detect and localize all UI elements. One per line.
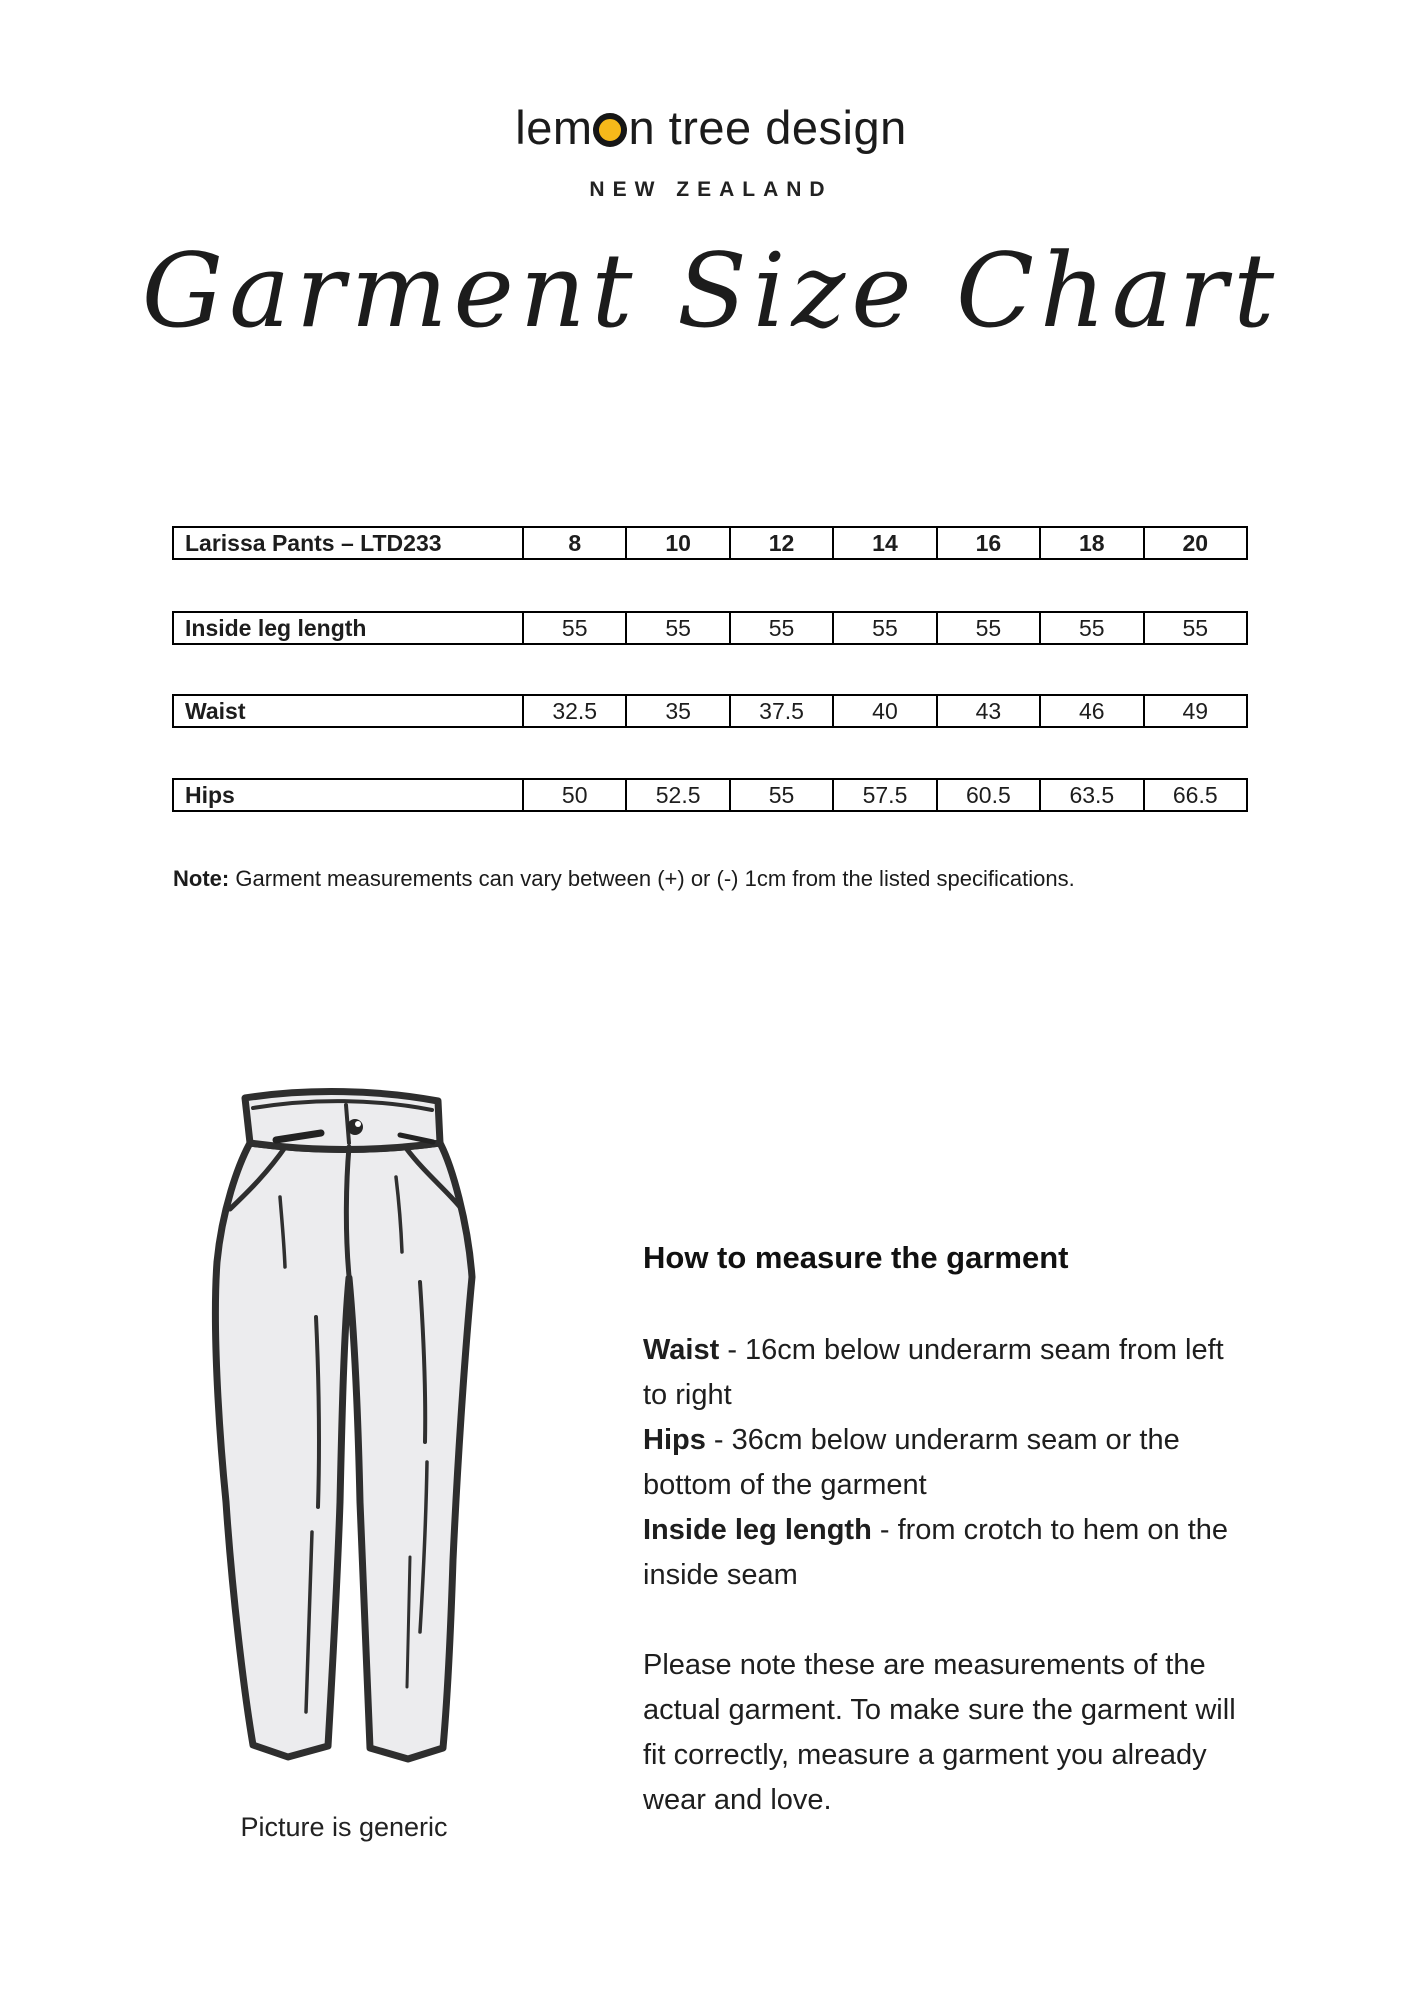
pants-illustration [208, 1080, 480, 1772]
size-table-header-row [172, 526, 1248, 560]
illustration-caption: Picture is generic [240, 1812, 448, 1842]
value-cell: 63.5 [1041, 780, 1144, 810]
value-cell: 52.5 [627, 780, 730, 810]
size-cell: 14 [834, 528, 937, 558]
definition-desc: - 16cm below underarm seam from left to right [643, 1334, 1224, 1411]
size-cell: 16 [938, 528, 1041, 558]
value-cell: 32.5 [524, 696, 627, 726]
brand-country: NEW ZEALAND [589, 178, 833, 201]
value-cell: 50 [524, 780, 627, 810]
value-cell: 55 [731, 613, 834, 643]
note-text: Garment measurements can vary between (+) or (-) 1cm from the listed specifications. [235, 866, 1075, 891]
row-waist [172, 694, 1248, 728]
value-cell: 60.5 [938, 780, 1041, 810]
value-cell: 55 [731, 780, 834, 810]
value-cell: 55 [1182, 614, 1209, 641]
value-cell: 55 [1041, 613, 1144, 643]
definition-inside-leg [643, 1508, 1255, 1598]
measurement-footnote: Please note these are measurements of the actual garment. To make sure the garment will fit correctly, measure a garment you already wear and love. [643, 1649, 1236, 1816]
value-cell: 49 [1182, 697, 1209, 724]
value-cell: 37.5 [731, 696, 834, 726]
product-name-cell: Larissa Pants – LTD233 [174, 528, 524, 558]
pants-drawing [208, 1080, 480, 1772]
definition-desc: - from crotch to hem on the inside seam [643, 1514, 1229, 1591]
value-cell: 55 [938, 613, 1041, 643]
size-cell: 10 [627, 528, 730, 558]
definition-term: Hips [643, 1424, 706, 1456]
value-cell: 66.5 [1172, 781, 1218, 808]
measure-label-cell: Inside leg length [174, 613, 524, 643]
tolerance-note [173, 866, 1075, 892]
page-title: Garment Size Chart [141, 232, 1281, 351]
measure-label-cell: Hips [174, 780, 524, 810]
value-cell: 35 [627, 696, 730, 726]
definition-term: Inside leg length [643, 1514, 872, 1546]
value-cell: 46 [1041, 696, 1144, 726]
brand-name-pre: lem [515, 101, 593, 154]
size-cell: 20 [1182, 529, 1209, 556]
note-label: Note: [173, 866, 230, 891]
row-inside-leg-length [172, 611, 1248, 645]
how-to-heading: How to measure the garment [643, 1240, 1069, 1275]
how-to-measure-section [643, 1238, 1255, 1823]
measure-label-cell: Waist [174, 696, 524, 726]
value-cell: 40 [834, 696, 937, 726]
brand-name-post: n tree design [628, 101, 907, 154]
value-cell: 55 [627, 613, 730, 643]
value-cell: 55 [834, 613, 937, 643]
definition-term: Waist [643, 1334, 720, 1366]
size-cell: 18 [1041, 528, 1144, 558]
definition-desc: - 36cm below underarm seam or the bottom of the garment [643, 1424, 1180, 1501]
value-cell: 57.5 [834, 780, 937, 810]
definition-waist [643, 1328, 1255, 1418]
definition-hips [643, 1418, 1255, 1508]
value-cell: 43 [938, 696, 1041, 726]
brand-logo [0, 100, 1422, 155]
size-cell: 12 [731, 528, 834, 558]
row-hips [172, 778, 1248, 812]
size-cell: 8 [524, 528, 627, 558]
value-cell: 55 [524, 613, 627, 643]
lemon-dot-icon [593, 113, 627, 147]
